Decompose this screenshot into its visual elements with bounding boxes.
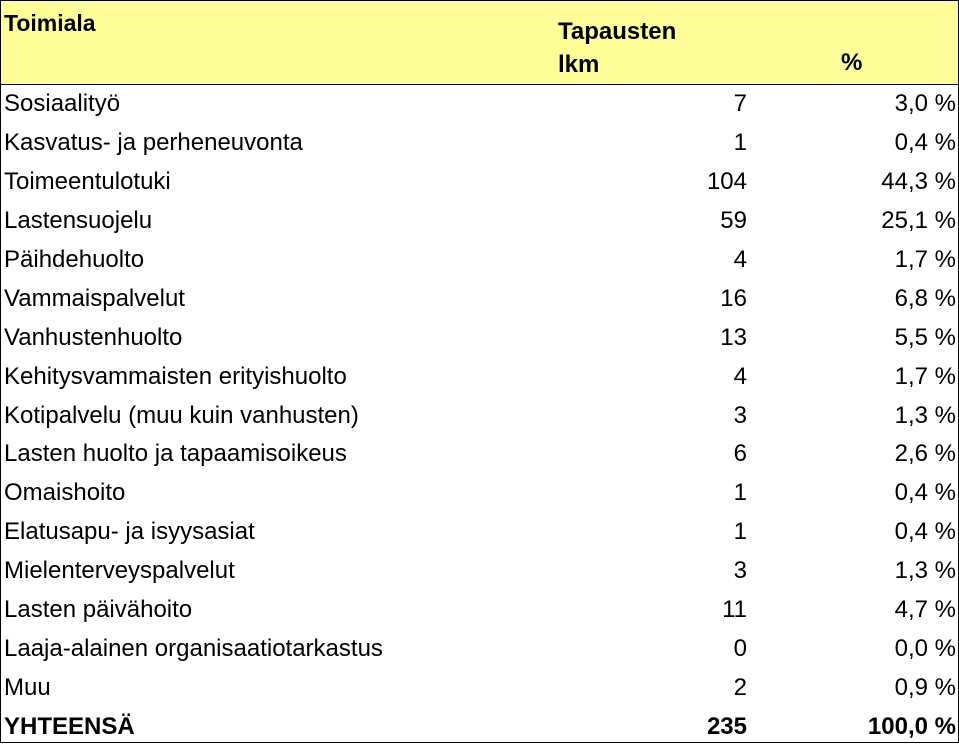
header-case-count-line2: lkm	[558, 51, 600, 78]
row-industry: Lasten päivähoito	[4, 596, 193, 624]
total-percent: 100,0 %	[867, 712, 956, 740]
table-row	[1, 474, 958, 513]
row-count: 104	[706, 168, 747, 196]
header-case-count	[558, 15, 676, 81]
row-percent: 1,3 %	[894, 557, 956, 585]
table-row	[1, 85, 958, 124]
row-industry: Muu	[4, 673, 51, 701]
table-row	[1, 241, 958, 280]
row-percent: 0,0 %	[894, 634, 956, 662]
table-row	[1, 629, 958, 668]
row-industry: Mielenterveyspalvelut	[4, 557, 235, 585]
row-count: 1	[733, 129, 747, 157]
table-row	[1, 357, 958, 396]
row-industry: Sosiaalityö	[4, 90, 121, 118]
row-percent: 2,6 %	[894, 440, 956, 468]
table-row	[1, 163, 958, 202]
row-percent: 0,4 %	[894, 518, 956, 546]
header-industry: Toimiala	[4, 10, 96, 36]
table-row	[1, 202, 958, 241]
row-percent: 0,4 %	[894, 479, 956, 507]
table-total-row	[1, 707, 958, 746]
row-industry: Vanhustenhuolto	[4, 323, 183, 351]
row-count: 16	[720, 284, 747, 312]
table-row	[1, 318, 958, 357]
row-count: 0	[733, 634, 747, 662]
row-industry: Omaishoito	[4, 479, 126, 507]
row-percent: 6,8 %	[894, 284, 956, 312]
row-industry: Kehitysvammaisten erityishuolto	[4, 362, 347, 390]
row-industry: Vammaispalvelut	[4, 284, 185, 312]
table-header	[1, 1, 958, 85]
row-industry: Toimeentulotuki	[4, 168, 171, 196]
row-percent: 1,7 %	[894, 246, 956, 273]
row-count: 4	[733, 362, 747, 390]
table-row	[1, 591, 958, 630]
row-percent: 1,7 %	[894, 362, 956, 390]
total-label: YHTEENSÄ	[4, 712, 135, 740]
row-industry: Elatusapu- ja isyysasiat	[4, 518, 255, 546]
table-row	[1, 668, 958, 707]
table-row	[1, 552, 958, 591]
header-percent: %	[841, 49, 863, 76]
row-count: 13	[720, 323, 747, 351]
row-count: 3	[733, 401, 747, 429]
row-count: 1	[733, 518, 747, 546]
row-industry: Kasvatus- ja perheneuvonta	[4, 129, 303, 157]
row-percent: 1,3 %	[894, 401, 956, 429]
table-row	[1, 396, 958, 435]
row-count: 59	[720, 207, 747, 235]
row-percent: 0,9 %	[894, 673, 956, 701]
row-count: 3	[733, 557, 747, 585]
row-percent: 3,0 %	[894, 90, 956, 118]
row-percent: 5,5 %	[894, 323, 956, 351]
table-row	[1, 513, 958, 552]
row-industry: Lasten huolto ja tapaamisoikeus	[4, 440, 347, 468]
row-count: 4	[733, 246, 747, 273]
row-percent: 25,1 %	[881, 207, 956, 235]
row-count: 1	[733, 479, 747, 507]
row-percent: 44,3 %	[881, 168, 956, 196]
row-count: 6	[733, 440, 747, 468]
table-row	[1, 124, 958, 163]
header-case-count-line1: Tapausten	[558, 18, 677, 45]
table-body	[1, 85, 958, 746]
row-percent: 4,7 %	[894, 596, 956, 624]
row-industry: Kotipalvelu (muu kuin vanhusten)	[4, 401, 359, 429]
table-row	[1, 279, 958, 318]
table-row	[1, 435, 958, 474]
row-industry: Päihdehuolto	[4, 246, 145, 273]
row-count: 7	[733, 90, 747, 118]
row-count: 11	[722, 596, 747, 624]
row-count: 2	[733, 673, 747, 701]
row-industry: Laaja-alainen organisaatiotarkastus	[4, 634, 383, 662]
row-percent: 0,4 %	[894, 129, 956, 157]
total-count: 235	[706, 712, 747, 740]
row-industry: Lastensuojelu	[4, 207, 153, 235]
